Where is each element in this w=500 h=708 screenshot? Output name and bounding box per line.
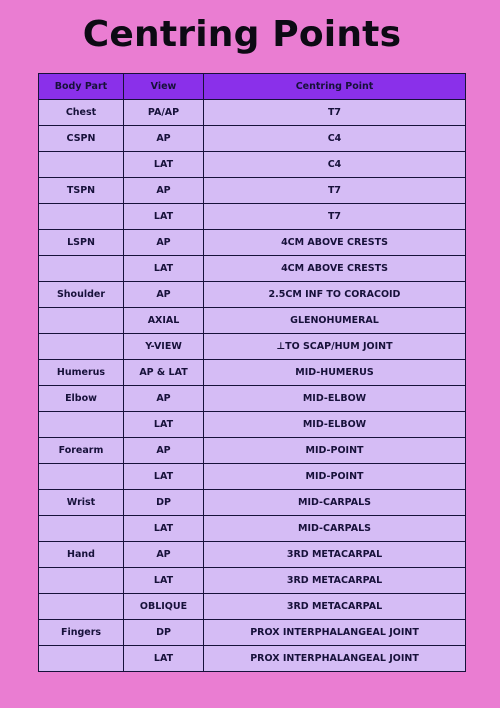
table-row [39, 230, 466, 256]
cell-view: LAT [124, 412, 204, 438]
cell-body-part: Hand [39, 542, 124, 568]
cell-view: AP [124, 386, 204, 412]
cell-body-part: LSPN [39, 230, 124, 256]
cell-view: LAT [124, 152, 204, 178]
cell-centring-point: MID-ELBOW [204, 412, 466, 438]
table-row [39, 516, 466, 542]
table-row [39, 386, 466, 412]
cell-view: LAT [124, 568, 204, 594]
cell-view: AP [124, 178, 204, 204]
header-body-part: Body Part [39, 74, 124, 100]
cell-centring-point: MID-CARPALS [204, 490, 466, 516]
table-header-row [39, 74, 466, 100]
table-row [39, 412, 466, 438]
cell-view: AP & LAT [124, 360, 204, 386]
table-row [39, 100, 466, 126]
cell-view: DP [124, 620, 204, 646]
cell-centring-point: 4CM ABOVE CRESTS [204, 230, 466, 256]
cell-view: OBLIQUE [124, 594, 204, 620]
table-row [39, 178, 466, 204]
cell-view: LAT [124, 516, 204, 542]
cell-centring-point: MID-POINT [204, 464, 466, 490]
cell-body-part [39, 646, 124, 672]
cell-centring-point: C4 [204, 152, 466, 178]
cell-centring-point: MID-HUMERUS [204, 360, 466, 386]
cell-centring-point: 3RD METACARPAL [204, 568, 466, 594]
table-row [39, 152, 466, 178]
cell-view: AP [124, 438, 204, 464]
cell-centring-point: GLENOHUMERAL [204, 308, 466, 334]
cell-centring-point: C4 [204, 126, 466, 152]
cell-body-part: Forearm [39, 438, 124, 464]
header-view: View [124, 74, 204, 100]
cell-view: AP [124, 542, 204, 568]
cell-view: AP [124, 126, 204, 152]
table-row [39, 256, 466, 282]
cell-centring-point: T7 [204, 100, 466, 126]
cell-centring-point: T7 [204, 178, 466, 204]
table-row [39, 568, 466, 594]
cell-centring-point: 4CM ABOVE CRESTS [204, 256, 466, 282]
cell-centring-point: 3RD METACARPAL [204, 594, 466, 620]
table-row [39, 334, 466, 360]
table-row [39, 646, 466, 672]
cell-view: Y-VIEW [124, 334, 204, 360]
cell-body-part [39, 204, 124, 230]
cell-body-part: Humerus [39, 360, 124, 386]
centring-points-table [38, 73, 466, 672]
table-row [39, 620, 466, 646]
cell-centring-point: MID-POINT [204, 438, 466, 464]
cell-view: LAT [124, 464, 204, 490]
cell-body-part: Shoulder [39, 282, 124, 308]
cell-centring-point: MID-ELBOW [204, 386, 466, 412]
table-body [39, 100, 466, 672]
cell-view: AXIAL [124, 308, 204, 334]
cell-centring-point: ⊥TO SCAP/HUM JOINT [204, 334, 466, 360]
cell-view: LAT [124, 646, 204, 672]
cell-body-part: TSPN [39, 178, 124, 204]
cell-body-part [39, 256, 124, 282]
table-row [39, 542, 466, 568]
cell-body-part: Fingers [39, 620, 124, 646]
table-row [39, 360, 466, 386]
cell-body-part: Wrist [39, 490, 124, 516]
cell-centring-point: PROX INTERPHALANGEAL JOINT [204, 620, 466, 646]
cell-view: LAT [124, 204, 204, 230]
table-row [39, 594, 466, 620]
cell-body-part: CSPN [39, 126, 124, 152]
table-row [39, 126, 466, 152]
cell-body-part [39, 412, 124, 438]
cell-body-part [39, 568, 124, 594]
cell-body-part: Elbow [39, 386, 124, 412]
cell-body-part [39, 464, 124, 490]
table-row [39, 308, 466, 334]
cell-body-part [39, 152, 124, 178]
cell-centring-point: MID-CARPALS [204, 516, 466, 542]
page-title: Centring Points [82, 14, 402, 55]
table-row [39, 438, 466, 464]
cell-view: DP [124, 490, 204, 516]
cell-centring-point: PROX INTERPHALANGEAL JOINT [204, 646, 466, 672]
cell-centring-point: T7 [204, 204, 466, 230]
cell-view: PA/AP [124, 100, 204, 126]
table-row [39, 282, 466, 308]
table-row [39, 490, 466, 516]
header-centring-point: Centring Point [204, 74, 466, 100]
table-row [39, 204, 466, 230]
cell-view: AP [124, 282, 204, 308]
cell-body-part [39, 594, 124, 620]
cell-body-part: Chest [39, 100, 124, 126]
cell-centring-point: 2.5CM INF TO CORACOID [204, 282, 466, 308]
cell-body-part [39, 334, 124, 360]
cell-view: LAT [124, 256, 204, 282]
cell-view: AP [124, 230, 204, 256]
cell-body-part [39, 516, 124, 542]
cell-centring-point: 3RD METACARPAL [204, 542, 466, 568]
table-row [39, 464, 466, 490]
cell-body-part [39, 308, 124, 334]
